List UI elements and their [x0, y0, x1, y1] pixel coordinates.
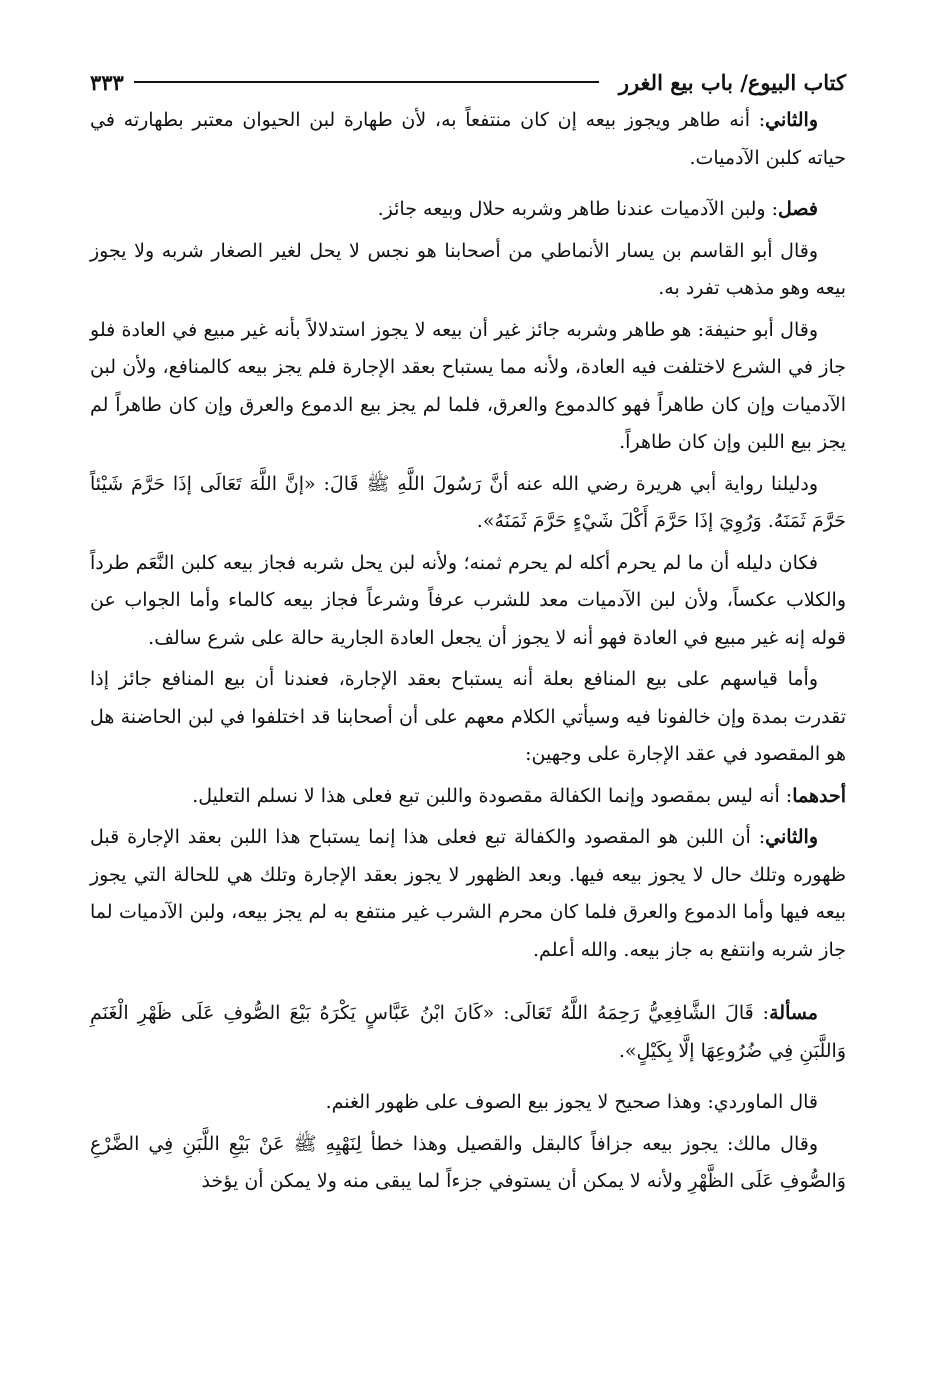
spacer	[90, 973, 846, 995]
paragraph-text: : أنه طاهر ويجوز بيعه إن كان منتفعاً به، لأن طهارة لبن الحيوان معتبر بطهارته في حياته كلبن الآدميات.	[90, 109, 846, 169]
body-text	[90, 102, 846, 1201]
paragraph-masala	[90, 995, 846, 1070]
paragraph-mawardi	[90, 1084, 846, 1122]
paragraph-reasoning	[90, 545, 846, 658]
paragraph-lead: أحدهما	[792, 784, 846, 807]
spacer	[90, 1074, 846, 1084]
paragraph-text: وقال مالك: يجوز بيعه جزافاً كالبقل والقصيل وهذا خطأ لِنَهْيِهِ ﷺ عَنْ بَيْعِ اللَّبَنِ فِي الضَّرْعِ وَالصُّوفِ عَلَى الظَّهْرِ ولأنه لا يمكن أن يستوفي جزءاً لما يبقى منه ولا يمكن أن يؤخذ	[90, 1132, 846, 1192]
paragraph-text: : أن اللبن هو المقصود والكفالة تبع فعلى هذا إنما يستباح هذا اللبن بعقد الإجارة قبل ظهوره وتلك حال لا يجوز بيعه فيها. وبعد الظهور لا يجوز بعقد الإجارة وتلك هي للحالة التي يجوز بيعه فيها وأما الدموع والعرق فلما كان محرم الشرب غير منتفع به لم يجز بيعه، ولبن الآدميات لما جاز شربه وانتفع به جاز بيعه. والله أعلم.	[90, 826, 846, 961]
paragraph-lead: والثاني	[765, 826, 818, 848]
running-header	[90, 62, 846, 102]
paragraph-text: : قَالَ الشَّافِعِيُّ رَحِمَهُ اللَّهُ تَعَالَى: «كَانَ ابْنُ عَبَّاسٍ يَكْرَهُ بَيْعَ الصُّوفِ عَلَى ظَهْرِ الْغَنَمِ وَاللَّبَنِ فِي ضُرُوعِهَا إلَّا بِكَيْلٍ».	[90, 1002, 846, 1062]
paragraph-lead: والثاني	[765, 109, 818, 131]
paragraph-text: وقال أبو حنيفة: هو طاهر وشربه جائز غير أن بيعه لا يجوز استدلالاً بأنه غير مبيع في العادة فلو جاز في الشرع لاختلفت فيه العادة، ولأنه مما يستباح بعقد الإجارة فلم يجز بيعه كالمنافع، ولأن لبن الآدميات وإن كان طاهراً فهو كالدموع والعرق، فلما لم يجز بيع الدموع والعرق وإن كان طاهراً لم يجز بيع اللبن وإن كان طاهراً.	[90, 318, 846, 453]
paragraph-text: قال الماوردي: وهذا صحيح لا يجوز بيع الصوف على ظهور الغنم.	[325, 1091, 818, 1113]
paragraph-anmati	[90, 233, 846, 308]
paragraph-evidence	[90, 466, 846, 541]
paragraph-text: ودليلنا رواية أبي هريرة رضي الله عنه أنَّ رَسُولَ اللَّهِ ﷺ قَالَ: «إنَّ اللَّهَ تَعَالَى إذَا حَرَّمَ شَيْئاً حَرَّمَ ثَمَنَهُ. وَرُوِيَ إذَا حَرَّمَ أَكْلَ شَيْءٍ حَرَّمَ ثَمَنَهُ».	[90, 472, 846, 532]
paragraph-second-view	[90, 819, 846, 969]
paragraph-text: وأما قياسهم على بيع المنافع بعلة أنه يستباح بعقد الإجارة، فعندنا أن بيع المنافع جائز إذا تقدرت بمدة وإن خالفونا فيه وسيأتي الكلام معهم على أن أصحابنا قد اختلفوا في لبن الحاضنة هل هو المقصود في عقد الإجارة على وجهين:	[90, 668, 846, 765]
paragraph-text: : أنه ليس بمقصود وإنما الكفالة مقصودة واللبن تبع فعلى هذا لا نسلم التعليل.	[192, 784, 793, 807]
paragraph-analogy	[90, 661, 846, 774]
page-number: ٣٣٣	[90, 69, 124, 95]
paragraph-abu-hanifa	[90, 312, 846, 462]
paragraph-first-view	[90, 778, 846, 816]
chapter-title: كتاب البيوع/ باب بيع الغرر	[609, 70, 846, 95]
paragraph-second-opinion	[90, 102, 846, 177]
header-rule	[134, 81, 599, 83]
paragraph-fasl	[90, 191, 846, 229]
paragraph-text: فكان دليله أن ما لم يحرم أكله لم يحرم ثمنه؛ ولأنه لبن يحل شربه فجاز بيعه كلبن النَّعَم طرداً والكلاب عكساً، ولأن لبن الآدميات معد للشرب عرفاً وشرعاً فجاز بيعه كالماء وأما الجواب عن قوله إنه غير مبيع في العادة فهو أنه لا يجوز أن يجعل العادة الجارية حالة على شرع سالف.	[90, 551, 846, 649]
paragraph-lead: مسألة	[769, 1002, 818, 1024]
spacer	[90, 181, 846, 191]
paragraph-text: وقال أبو القاسم بن يسار الأنماطي من أصحابنا هو نجس لا يحل لغير الصغار شربه ولا يجوز بيعه وهو مذهب تفرد به.	[90, 239, 846, 299]
paragraph-malik	[90, 1126, 846, 1201]
paragraph-text: : ولبن الآدميات عندنا طاهر وشربه حلال وبيعه جائز.	[377, 198, 779, 220]
paragraph-lead: فصل	[778, 198, 818, 220]
